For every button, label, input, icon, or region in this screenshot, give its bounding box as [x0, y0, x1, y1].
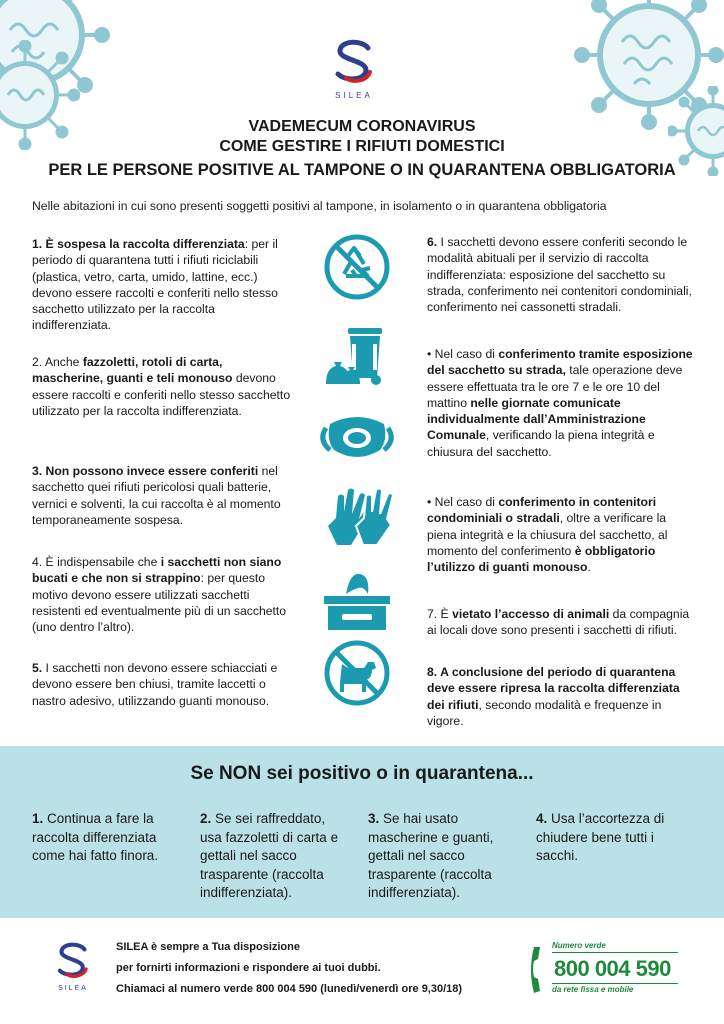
bullet-strada-bold: conferimento tramite esposizione del sacchetto su strada,	[427, 347, 693, 378]
bullet-strada-text: , verificando la piena integrità e chiusura del sacchetto.	[427, 428, 655, 459]
subtitle: Nelle abitazioni in cui sono presenti soggetti positivi al tampone, in isolamento o in quarantena obbligatoria	[32, 199, 607, 213]
tip-1	[32, 810, 182, 866]
silea-logo-bottom	[48, 940, 98, 992]
rule-4	[32, 554, 294, 635]
rule-1	[32, 236, 294, 334]
tip-3-text: Se hai usato mascherine e guanti, gettali nel sacco trasparente (raccolta indifferenziata).	[368, 811, 494, 900]
numero-verde-sub: da rete fissa e mobile	[552, 985, 634, 994]
tip-4	[536, 810, 696, 866]
bullet-strada-bold-2: nelle giornate comunicate individualmente dall’Amministrazione Comunale	[427, 395, 646, 443]
rule-6	[427, 234, 699, 315]
face-mask-icon	[318, 404, 396, 474]
rule-2	[32, 354, 294, 419]
footer-line-3[interactable]: Chiamaci al numero verde 800 004 590 (lunedì/venerdì ore 9,30/18)	[116, 983, 463, 995]
numero-verde-number[interactable]: 800 004 590	[554, 956, 671, 981]
rule-8-text: , secondo modalità e frequenze in vigore.	[427, 697, 662, 728]
rule-8-bold: 8. A conclusione del periodo di quarantena deve essere ripresa la raccolta differenziata dei rifiuti	[427, 665, 680, 712]
silea-logo-icon-bottom	[55, 940, 91, 980]
numero-verde-label: Numero verde	[552, 941, 606, 950]
silea-brand-name-bottom: SILEA	[58, 985, 88, 992]
rule-7-text: da compagnia ai locali dove sono presenti i sacchetti di rifiuti.	[427, 607, 690, 638]
footer-line-2: per fornirti informazioni e rispondere ai tuoi dubbi.	[116, 962, 381, 974]
waste-bin-icon	[318, 320, 396, 390]
numero-verde-divider-bottom	[552, 983, 678, 984]
rule-7-bold: vietato l’accesso di animali	[452, 607, 610, 621]
tip-1-num: 1.	[32, 811, 44, 826]
footer-line-1: SILEA è sempre a Tua disposizione	[116, 941, 300, 953]
no-recycling-icon	[318, 232, 396, 302]
rule-1-text: : per il periodo di quarantena tutti i rifiuti riciclabili (plastica, vetro, carta, umido, lattine, ecc.) devono essere raccolti e conferiti nello stesso sacchetto utilizzato per la raccolta indifferenziata.	[32, 237, 278, 333]
tip-4-num: 4.	[536, 811, 548, 826]
gloves-icon	[318, 486, 396, 556]
rule-4-text: : per questo motivo devono essere utilizzati sacchetti resistenti ed eventualmente più di un sacchetto (uno dentro l’altro).	[32, 571, 287, 635]
title-line-3: PER LE PERSONE POSITIVE AL TAMPONE O IN QUARANTENA OBBLIGATORIA	[48, 161, 676, 179]
bullet-condominiali	[427, 494, 699, 575]
bullet-condominiali-text: .	[587, 560, 591, 575]
rule-3-bold: 3. Non possono invece essere conferiti	[32, 464, 259, 478]
rule-2-pre: 2. Anche	[32, 355, 83, 369]
silea-logo-top	[324, 38, 384, 100]
rule-3-text: nel sacchetto quei rifiuti pericolosi quali batterie, vernici e solventi, la cui raccolta è al momento temporaneamente sospesa.	[32, 464, 281, 527]
rule-4-bold: i sacchetti non siano bucati e che non si strappino	[32, 555, 282, 586]
rule-5-text: I sacchetti non devono essere schiacciati e devono essere ben chiusi, tramite laccetti o nastro adesivo, utilizzando guanti monouso.	[32, 661, 278, 708]
bullet-strada-mid: tale operazione deve essere effettuata tra le ore 7 e le ore 10 del mattino	[427, 363, 683, 410]
rule-8	[427, 664, 699, 729]
band-title: Se NON sei positivo o in quarantena...	[190, 763, 534, 784]
tip-3	[368, 810, 518, 903]
bullet-strada	[427, 346, 699, 460]
tip-3-num: 3.	[368, 811, 380, 826]
rule-1-bold: 1. È sospesa la raccolta differenziata	[32, 237, 245, 251]
title-line-2: COME GESTIRE I RIFIUTI DOMESTICI	[219, 138, 505, 155]
tip-2-text: Se sei raffreddato, usa fazzoletti di carta e gettali nel sacco trasparente (raccolta indifferenziata).	[200, 811, 339, 900]
tip-1-text: Continua a fare la raccolta differenziata come hai fatto finora.	[32, 811, 159, 863]
no-dogs-icon	[318, 638, 396, 708]
numero-verde-badge[interactable]	[528, 941, 682, 999]
rule-4-pre: 4. È indispensabile che	[32, 555, 161, 569]
tissue-box-icon	[318, 566, 396, 636]
bullet-strada-pre: • Nel caso di	[427, 347, 499, 361]
phone-icon	[528, 941, 550, 999]
tip-4-text: Usa l’accortezza di chiudere bene tutti i sacchi.	[536, 811, 665, 863]
rule-7-pre: 7. È	[427, 607, 453, 621]
silea-logo-icon	[332, 38, 376, 84]
bullet-condominiali-bold-2: è obbligatorio l’utilizzo di guanti monouso	[427, 543, 656, 575]
rule-2-bold: fazzoletti, rotoli di carta, mascherine, guanti e teli monouso	[32, 355, 233, 386]
bullet-condominiali-bold: conferimento in contenitori condominiali o stradali	[427, 495, 657, 526]
rule-7	[427, 606, 699, 639]
rule-5-bold: 5.	[32, 661, 43, 675]
rule-6-text: I sacchetti devono essere conferiti secondo le modalità abituali per il servizio di raccolta indifferenziata: esposizione del sacchetto su strada, conferimento nei contenitori condominiali, conferimento nei cassonetti stradali.	[427, 235, 692, 315]
numero-verde-divider-top	[552, 952, 678, 953]
rule-5	[32, 660, 294, 709]
tip-2-num: 2.	[200, 811, 212, 826]
bullet-condominiali-mid: , oltre a verificare la piena integrità e la chiusura del sacchetto, al momento del conferimento	[427, 511, 668, 558]
title-line-1: VADEMECUM CORONAVIRUS	[248, 118, 476, 135]
silea-brand-name: SILEA	[335, 91, 373, 100]
rule-6-bold: 6.	[427, 235, 438, 249]
rule-3	[32, 463, 294, 528]
rule-2-text: devono essere raccolti e conferiti nello stesso sacchetto utilizzato per la raccolta indifferenziata.	[32, 371, 291, 418]
bullet-condominiali-pre: • Nel caso di	[427, 495, 499, 509]
tip-2	[200, 810, 350, 903]
